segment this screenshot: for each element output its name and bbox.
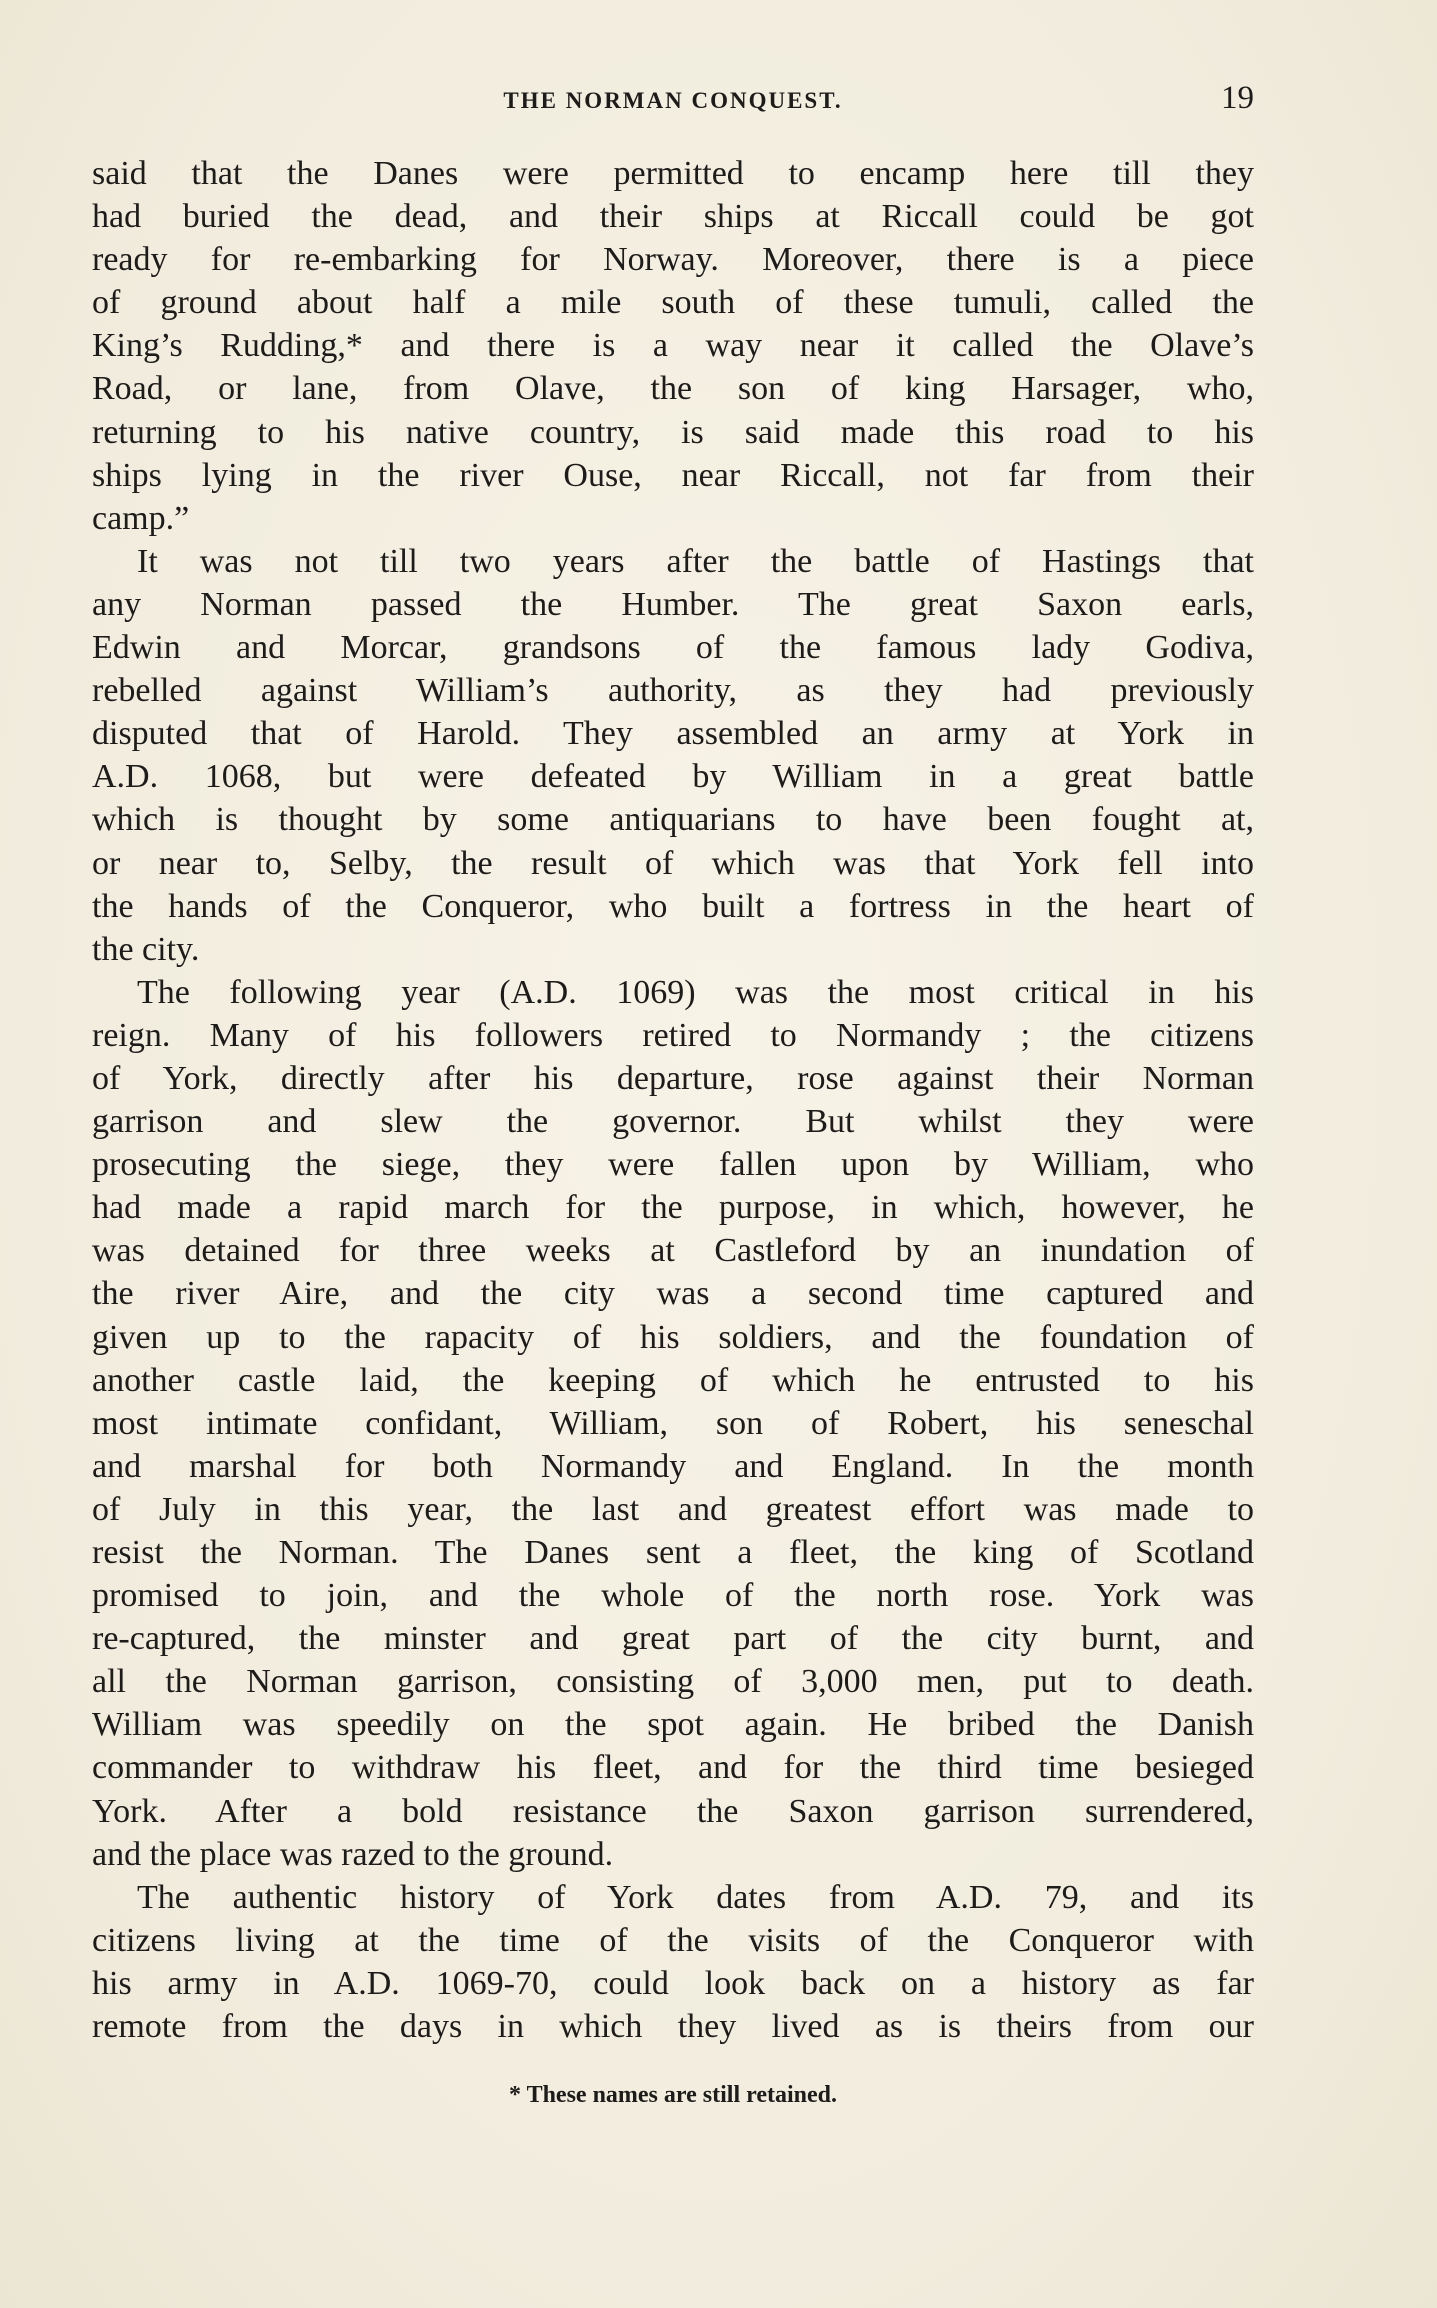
paragraph-start-line: The following year (A.D. 1069) was the most critical in his xyxy=(137,973,1254,1011)
text-line: said that the Danes were permitted to encamp here till they xyxy=(92,155,1254,192)
text-line: garrison and slew the governor. But whilst they were xyxy=(92,1103,1254,1141)
paragraph-end-line: and the place was razed to the ground. xyxy=(92,1835,614,1873)
footnote: * These names are still retained. xyxy=(509,2082,837,2108)
text-line: the river Aire, and the city was a second time captured and xyxy=(92,1275,1254,1313)
text-line: Road, or lane, from Olave, the son of king Harsager, who, xyxy=(92,370,1254,408)
text-line: was detained for three weeks at Castleford by an inundation of xyxy=(92,1232,1254,1270)
text-line: of ground about half a mile south of these tumuli, called the xyxy=(92,284,1254,322)
text-line: disputed that of Harold. They assembled an army at York in xyxy=(92,715,1254,753)
text-line: or near to, Selby, the result of which was that York fell into xyxy=(92,844,1254,882)
text-line: King’s Rudding,* and there is a way near it called the Olave’s xyxy=(92,327,1254,365)
paragraph-start-line: The authentic history of York dates from A.D. 79, and its xyxy=(137,1878,1254,1916)
body-text xyxy=(92,152,1254,2048)
paragraph-end-line: camp.” xyxy=(92,499,190,537)
text-line: the hands of the Conqueror, who built a fortress in the heart of xyxy=(92,887,1254,925)
running-title: THE NORMAN CONQUEST. xyxy=(503,88,843,113)
text-line: which is thought by some antiquarians to have been fought at, xyxy=(92,801,1254,839)
text-line: of York, directly after his departure, rose against their Norman xyxy=(92,1059,1254,1097)
text-line: of July in this year, the last and greatest effort was made to xyxy=(92,1490,1254,1528)
text-line: William was speedily on the spot again. He bribed the Danish xyxy=(92,1706,1254,1744)
text-line: York. After a bold resistance the Saxon garrison surrendered, xyxy=(92,1792,1254,1830)
paragraph-start-line: It was not till two years after the battle of Hastings that xyxy=(137,542,1254,580)
text-line: resist the Norman. The Danes sent a fleet, the king of Scotland xyxy=(92,1534,1254,1571)
text-line: given up to the rapacity of his soldiers, and the foundation of xyxy=(92,1318,1254,1356)
text-line: ships lying in the river Ouse, near Riccall, not far from their xyxy=(92,456,1254,494)
text-line: ready for re-embarking for Norway. Moreover, there is a piece xyxy=(92,241,1254,279)
text-line: reign. Many of his followers retired to Normandy ; the citizens xyxy=(92,1016,1254,1054)
text-line: had buried the dead, and their ships at Riccall could be got xyxy=(92,198,1254,236)
page-number: 19 xyxy=(1221,80,1254,116)
text-line: another castle laid, the keeping of which he entrusted to his xyxy=(92,1361,1254,1399)
text-line: remote from the days in which they lived as is theirs from our xyxy=(92,2008,1254,2046)
text-line: had made a rapid march for the purpose, in which, however, he xyxy=(92,1189,1254,1227)
text-line: Edwin and Morcar, grandsons of the famous lady Godiva, xyxy=(92,629,1254,667)
text-line: any Norman passed the Humber. The great Saxon earls, xyxy=(92,585,1254,623)
text-line: commander to withdraw his fleet, and for the third time besieged xyxy=(92,1749,1254,1787)
paragraph-end-line: the city. xyxy=(92,930,200,968)
text-line: prosecuting the siege, they were fallen upon by William, who xyxy=(92,1146,1254,1184)
running-head xyxy=(92,80,1254,130)
text-line: rebelled against William’s authority, as they had previously xyxy=(92,672,1254,710)
text-line: all the Norman garrison, consisting of 3,000 men, put to death. xyxy=(92,1663,1254,1701)
text-line: promised to join, and the whole of the north rose. York was xyxy=(92,1577,1254,1615)
text-line: most intimate confidant, William, son of Robert, his seneschal xyxy=(92,1404,1254,1442)
text-line: returning to his native country, is said made this road to his xyxy=(92,413,1254,451)
text-line: and marshal for both Normandy and England. In the month xyxy=(92,1447,1254,1485)
text-line: A.D. 1068, but were defeated by William in a great battle xyxy=(92,758,1254,796)
text-line: his army in A.D. 1069-70, could look back on a history as far xyxy=(92,1964,1254,2002)
text-line: citizens living at the time of the visits of the Conqueror with xyxy=(92,1921,1254,1959)
text-line: re-captured, the minster and great part of the city burnt, and xyxy=(92,1620,1254,1658)
